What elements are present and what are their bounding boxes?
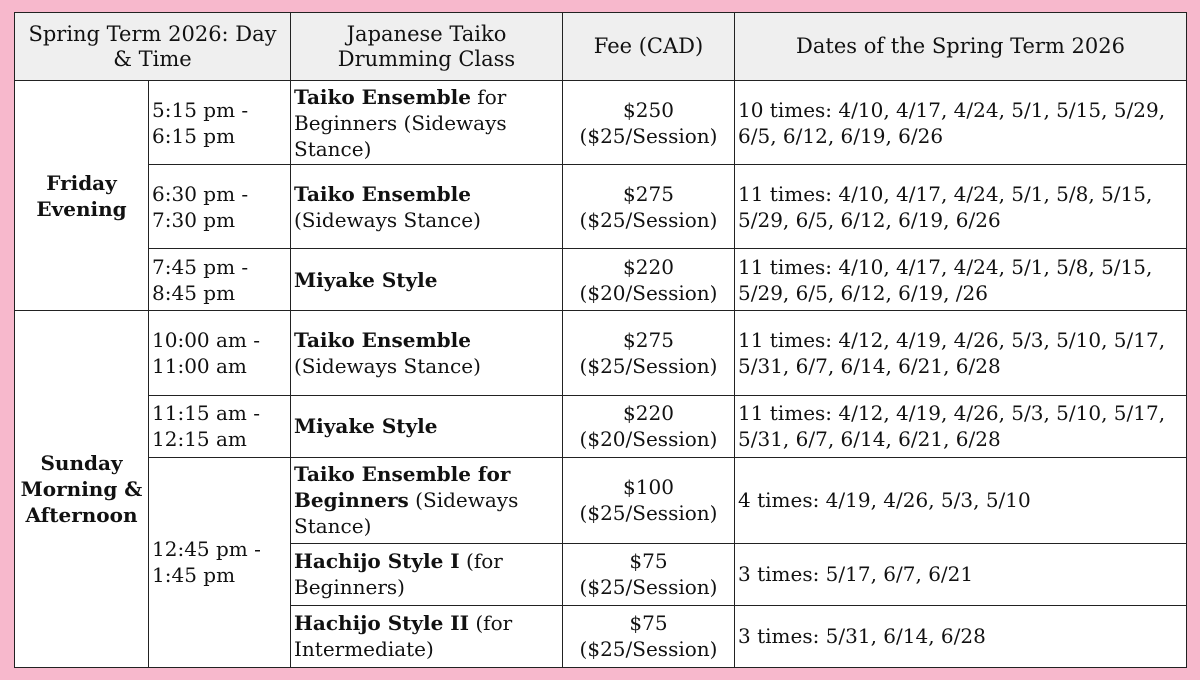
fee-per-session: ($25/Session)	[579, 123, 718, 148]
class-name: Taiko Ensemble	[294, 327, 471, 352]
fee-per-session: ($25/Session)	[579, 575, 718, 600]
day-friday: Friday Evening	[15, 81, 149, 311]
time-cell: 12:45 pm - 1:45 pm	[149, 457, 291, 667]
spring-term-schedule-table	[14, 12, 1187, 668]
fee-cell	[563, 457, 735, 543]
class-cell	[291, 249, 563, 311]
table-row	[15, 249, 1187, 311]
fee-total: $275	[623, 181, 674, 206]
header-class: Japanese Taiko Drumming Class	[291, 13, 563, 81]
table-row	[15, 311, 1187, 395]
header-dates: Dates of the Spring Term 2026	[735, 13, 1187, 81]
dates-cell: 11 times: 4/12, 4/19, 4/26, 5/3, 5/10, 5/17, 5/31, 6/7, 6/14, 6/21, 6/28	[735, 395, 1187, 457]
class-cell	[291, 457, 563, 543]
fee-cell	[563, 249, 735, 311]
fee-per-session: ($25/Session)	[579, 353, 718, 378]
table-row	[15, 165, 1187, 249]
fee-total: $75	[629, 611, 668, 636]
class-cell	[291, 165, 563, 249]
schedule-sheet	[14, 12, 1186, 668]
fee-total: $75	[629, 549, 668, 574]
class-name: Hachijo Style I	[294, 549, 460, 574]
fee-per-session: ($25/Session)	[579, 501, 718, 526]
class-name: Taiko Ensemble for Beginners	[294, 462, 511, 513]
time-cell: 6:30 pm - 7:30 pm	[149, 165, 291, 249]
fee-cell	[563, 395, 735, 457]
dates-cell: 11 times: 4/12, 4/19, 4/26, 5/3, 5/10, 5/17, 5/31, 6/7, 6/14, 6/21, 6/28	[735, 311, 1187, 395]
fee-total: $275	[623, 327, 674, 352]
class-cell	[291, 311, 563, 395]
fee-total: $250	[623, 97, 674, 122]
class-note: (for Beginners)	[294, 549, 503, 600]
dates-cell: 3 times: 5/31, 6/14, 6/28	[735, 605, 1187, 667]
fee-total: $220	[623, 401, 674, 426]
dates-cell: 11 times: 4/10, 4/17, 4/24, 5/1, 5/8, 5/15, 5/29, 6/5, 6/12, 6/19, 6/26	[735, 165, 1187, 249]
header-row	[15, 13, 1187, 81]
class-name: Taiko Ensemble	[294, 84, 471, 109]
class-note: for Beginners (Sideways Stance)	[294, 84, 507, 161]
fee-per-session: ($25/Session)	[579, 637, 718, 662]
fee-per-session: ($20/Session)	[579, 280, 718, 305]
class-name: Miyake Style	[294, 267, 438, 292]
time-cell: 5:15 pm - 6:15 pm	[149, 81, 291, 165]
fee-cell	[563, 81, 735, 165]
table-row	[15, 457, 1187, 543]
fee-total: $220	[623, 254, 674, 279]
header-day-time: Spring Term 2026: Day & Time	[15, 13, 291, 81]
class-note: (Sideways Stance)	[294, 488, 519, 539]
table-row	[15, 395, 1187, 457]
fee-cell	[563, 311, 735, 395]
header-fee: Fee (CAD)	[563, 13, 735, 81]
fee-cell	[563, 543, 735, 605]
class-cell	[291, 395, 563, 457]
time-cell: 7:45 pm - 8:45 pm	[149, 249, 291, 311]
fee-total: $100	[623, 475, 674, 500]
class-cell	[291, 605, 563, 667]
class-note: (for Intermediate)	[294, 611, 513, 662]
class-note: (Sideways Stance)	[294, 353, 481, 378]
class-cell	[291, 543, 563, 605]
class-cell	[291, 81, 563, 165]
dates-cell: 3 times: 5/17, 6/7, 6/21	[735, 543, 1187, 605]
fee-cell	[563, 605, 735, 667]
dates-cell: 10 times: 4/10, 4/17, 4/24, 5/1, 5/15, 5/29, 6/5, 6/12, 6/19, 6/26	[735, 81, 1187, 165]
class-name: Miyake Style	[294, 414, 438, 439]
table-row	[15, 81, 1187, 165]
day-sunday: Sunday Morning & Afternoon	[15, 311, 149, 668]
dates-cell: 4 times: 4/19, 4/26, 5/3, 5/10	[735, 457, 1187, 543]
time-cell: 10:00 am - 11:00 am	[149, 311, 291, 395]
dates-cell: 11 times: 4/10, 4/17, 4/24, 5/1, 5/8, 5/15, 5/29, 6/5, 6/12, 6/19, /26	[735, 249, 1187, 311]
fee-per-session: ($20/Session)	[579, 427, 718, 452]
class-note: (Sideways Stance)	[294, 207, 481, 232]
class-name: Taiko Ensemble	[294, 181, 471, 206]
time-cell: 11:15 am - 12:15 am	[149, 395, 291, 457]
fee-per-session: ($25/Session)	[579, 207, 718, 232]
fee-cell	[563, 165, 735, 249]
class-name: Hachijo Style II	[294, 611, 470, 636]
